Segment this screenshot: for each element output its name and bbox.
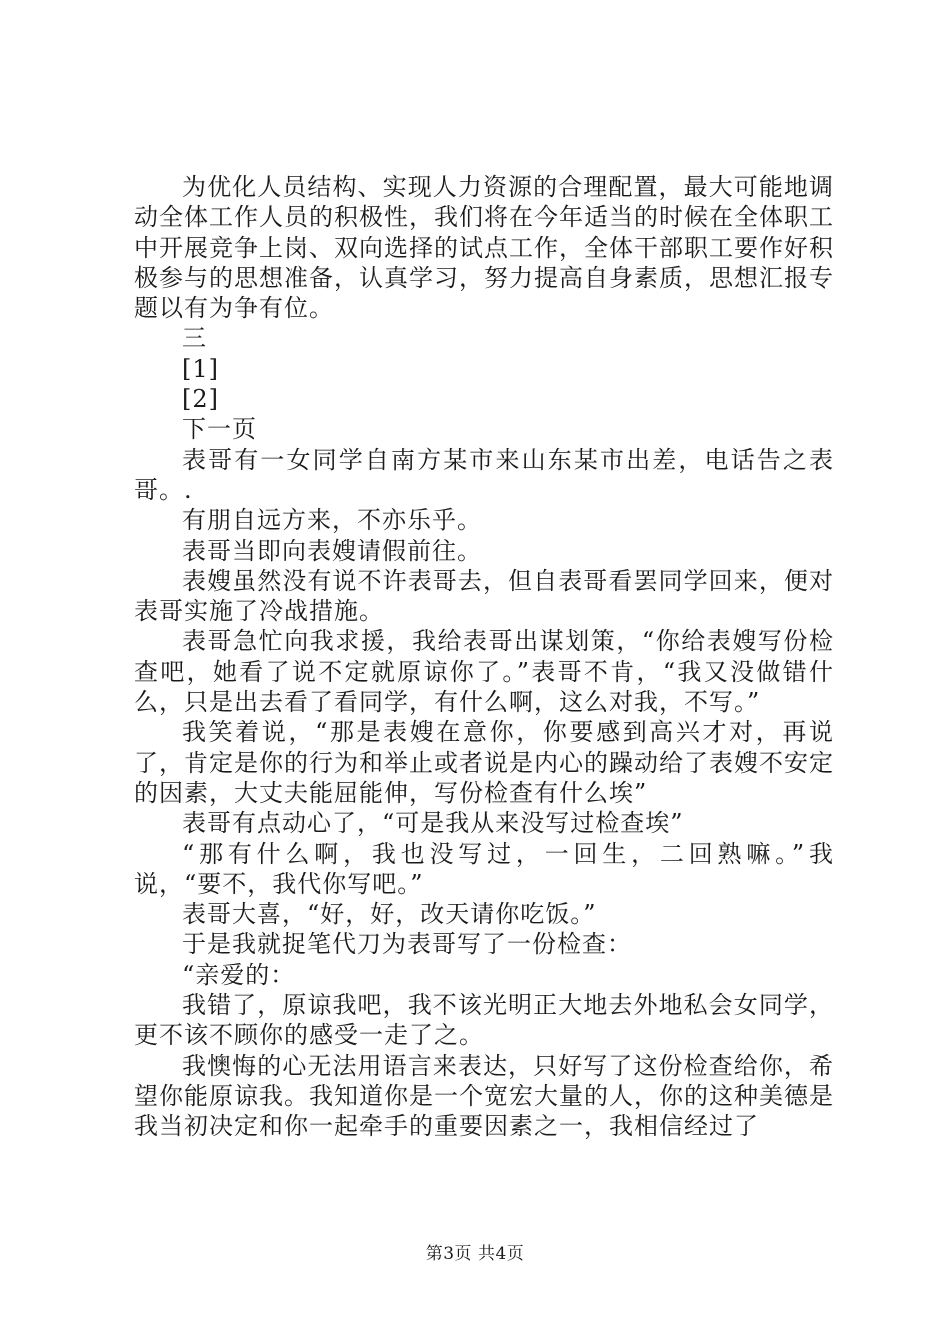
paragraph: 表嫂虽然没有说不许表哥去，但自表哥看罢同学回来，便对表哥实施了冷战措施。 xyxy=(134,566,834,626)
paragraph: 表哥有点动心了，“可是我从来没写过检查埃” xyxy=(182,809,684,838)
paragraph: [1] xyxy=(182,354,219,383)
paragraph: 我错了，原谅我吧，我不该光明正大地去外地私会女同学，更不该不顾你的感受一走了之。 xyxy=(134,991,834,1050)
paragraph: 我笑着说，“那是表嫂在意你，你要感到高兴才对，再说了，肯定是你的行为和举止或者说是内心的躁动给了表嫂不安定的因素，大丈夫能屈能伸，写份检查有什么埃” xyxy=(134,718,834,807)
paragraph: 下一页 xyxy=(182,415,257,444)
paragraph: 于是我就捉笔代刀为表哥写了一份检查： xyxy=(182,930,632,959)
paragraph: 表哥有一女同学自南方某市来山东某市出差，电话告之表哥。. xyxy=(134,445,834,504)
paragraph: 表哥当即向表嫂请假前往。 xyxy=(182,536,482,565)
paragraph: 为优化人员结构、实现人力资源的合理配置，最大可能地调动全体工作人员的积极性，我们将在今年适当的时候在全体职工中开展竞争上岗、双向选择的试点工作，全体干部职工要作好积极参与的思想准备，认真学习，努力提高自身素质，思想汇报专题以有为争有位。 xyxy=(134,173,834,323)
document-body xyxy=(134,172,834,1142)
paragraph: 三 xyxy=(182,324,207,353)
paragraph: 表哥急忙向我求援，我给表哥出谋划策，“你给表嫂写份检查吧，她看了说不定就原谅你了。”表哥不肯，“我又没做错什么，只是出去看了看同学，有什么啊，这么对我，不写。” xyxy=(134,627,834,717)
paragraph: 表哥大喜，“好，好，改天请你吃饭。” xyxy=(182,900,597,929)
page-number-footer: 第3页 共4页 xyxy=(425,1244,525,1264)
paragraph: “那有什么啊，我也没写过，一回生，二回熟嘛。”我说，“要不，我代你写吧。” xyxy=(134,839,834,898)
paragraph: “亲爱的： xyxy=(182,960,296,989)
paragraph: [2] xyxy=(182,385,219,414)
paragraph: 有朋自远方来，不亦乐乎。 xyxy=(182,506,482,535)
paragraph: 我懊悔的心无法用语言来表达，只好写了这份检查给你，希望你能原谅我。我知道你是一个宽宏大量的人，你的这种美德是我当初决定和你一起牵手的重要因素之一，我相信经过了 xyxy=(134,1051,834,1141)
